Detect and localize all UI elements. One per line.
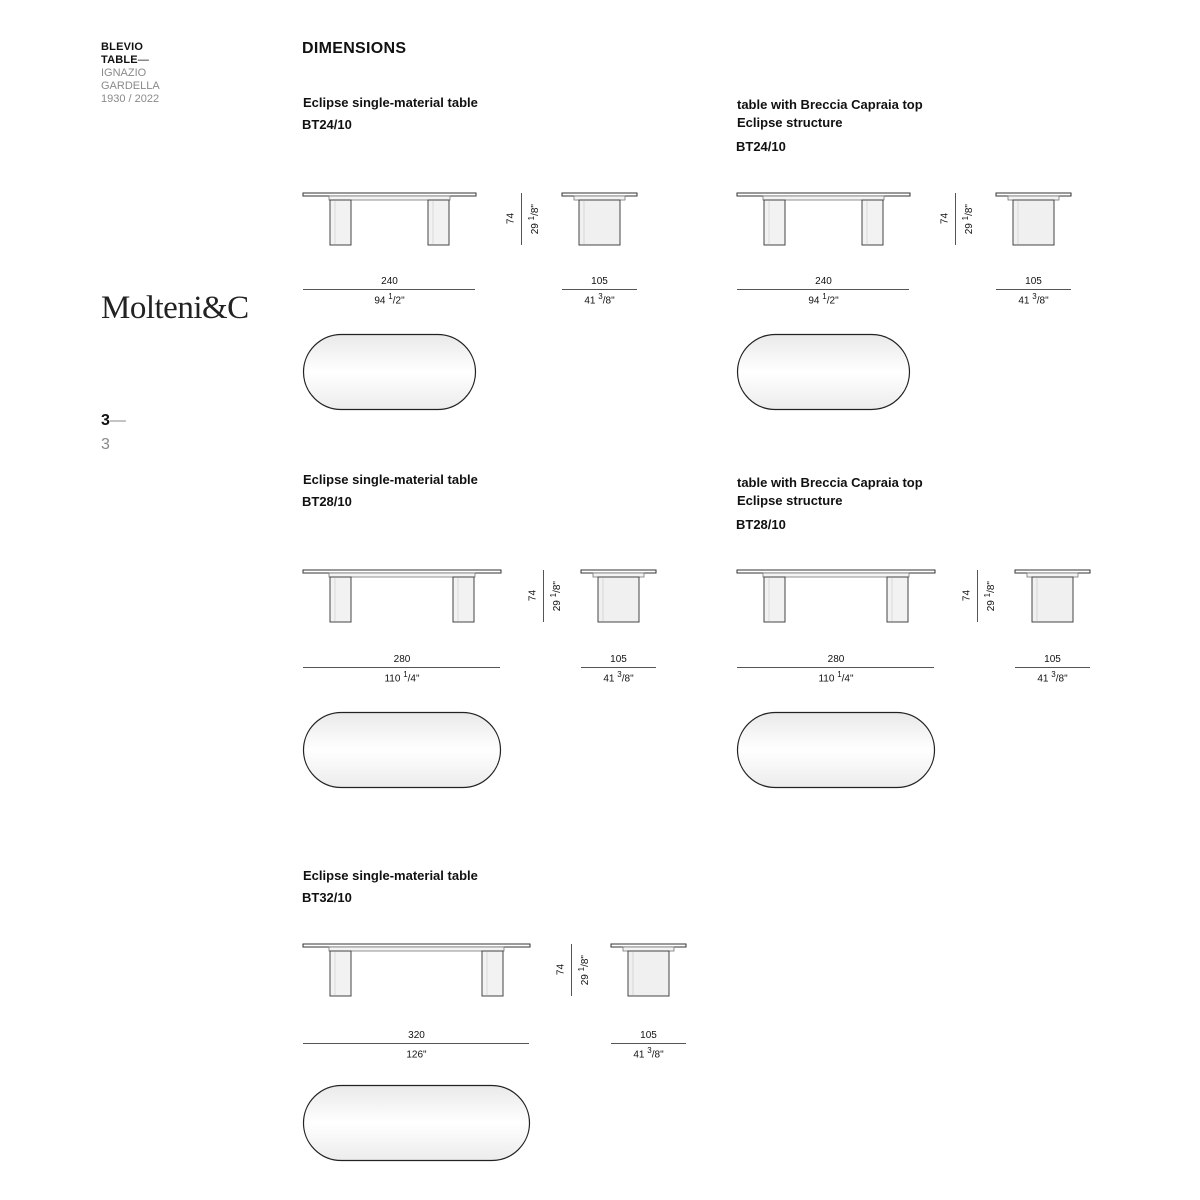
length-cm: 240 [815,276,832,287]
height-cm: 74 [961,589,973,602]
depth-inches: 41 $^3$/8" [1018,292,1049,307]
right-leg [453,577,474,622]
side-tabletop-edge [611,944,686,947]
side-tabletop-edge [1015,570,1090,573]
apron [329,573,475,577]
depth-cm: 105 [610,654,627,665]
apron [329,947,504,951]
height-dimension-line [521,193,522,245]
front-view-drawing [737,193,910,247]
left-leg [330,951,351,996]
length-cm: 280 [827,654,845,665]
height-inches: 29 $^1$/8" [982,581,998,612]
side-view-drawing [581,570,656,624]
front-view-drawing [303,193,476,247]
depth-dimension-line [611,1043,686,1044]
tabletop-edge [737,193,910,196]
side-leg [579,200,620,245]
depth-cm: 105 [1025,276,1042,287]
side-leg [598,577,639,622]
variant-code: BT24/10 [302,117,352,132]
length-cm: 240 [381,276,398,287]
left-leg [330,577,351,622]
length-inches: 94 $^1$/2" [808,292,839,307]
right-leg [862,200,883,245]
length-inches: 126" [406,1049,427,1061]
side-apron [1008,196,1059,200]
tabletop-edge [303,570,501,573]
height-inches: 29 $^1$/8" [526,204,542,235]
depth-dimension-line [996,289,1071,290]
depth-dimension-line [581,667,656,668]
tabletop-outline [304,1086,530,1161]
apron [329,196,450,200]
depth-cm: 105 [640,1030,657,1041]
side-view-drawing [996,193,1071,247]
side-apron [623,947,674,951]
depth-inches: 41 $^3$/8" [584,292,615,307]
apron [763,196,884,200]
page-number-sub: 3 [101,436,110,453]
top-view-drawing [303,712,501,788]
front-view-drawing [303,944,530,998]
tabletop-edge [303,193,476,196]
variant-subtitle: Eclipse structure [737,115,843,130]
height-cm: 74 [505,212,517,225]
top-view-drawing [737,334,910,410]
length-dimension-line [303,289,475,290]
side-tabletop-edge [581,570,656,573]
depth-cm: 105 [1044,654,1061,665]
length-dimension-line [303,667,500,668]
variant-code: BT28/10 [736,517,786,532]
top-view-drawing [303,1085,530,1161]
variant-subtitle: Eclipse structure [737,493,843,508]
height-cm: 74 [939,212,951,225]
right-leg [887,577,908,622]
length-cm: 320 [408,1030,425,1041]
height-dimension-line [543,570,544,622]
length-inches: 110 $^1$/4" [384,670,420,685]
variant-title: Eclipse single-material table [303,95,478,110]
side-apron [1027,573,1078,577]
height-inches: 29 $^1$/8" [960,204,976,235]
variant-code: BT24/10 [736,139,786,154]
depth-inches: 41 $^3$/8" [633,1046,664,1061]
height-dimension-line [977,570,978,622]
depth-inches: 41 $^3$/8" [603,670,634,685]
length-dimension-line [737,289,909,290]
top-view-drawing [303,334,476,410]
variant-title: table with Breccia Capraia top [737,97,923,112]
years: 1930 / 2022 [101,93,160,105]
variant-code: BT32/10 [302,890,352,905]
variant-title: table with Breccia Capraia top [737,475,923,490]
height-cm: 74 [555,963,567,976]
side-view-drawing [611,944,686,998]
right-leg [482,951,503,996]
variant-title: Eclipse single-material table [303,868,478,883]
height-inches: 29 $^1$/8" [576,955,592,986]
height-inches: 29 $^1$/8" [548,581,564,612]
height-dimension-line [571,944,572,996]
brand-block [101,41,160,106]
side-tabletop-edge [562,193,637,196]
variant-code: BT28/10 [302,494,352,509]
product-name-line1: BLEVIO [101,41,144,53]
right-leg [428,200,449,245]
designer-line2: GARDELLA [101,80,160,92]
length-inches: 110 $^1$/4" [818,670,854,685]
length-dimension-line [303,1043,529,1044]
side-tabletop-edge [996,193,1071,196]
height-cm: 74 [527,589,539,602]
tabletop-outline [738,713,935,788]
depth-dimension-line [562,289,637,290]
depth-inches: 41 $^3$/8" [1037,670,1068,685]
apron [763,573,909,577]
tabletop-edge [303,944,530,947]
brand-logo: Molteni&C [101,290,249,326]
side-leg [1032,577,1073,622]
tabletop-edge [737,570,935,573]
side-leg [1013,200,1054,245]
top-view-drawing [737,712,935,788]
side-apron [574,196,625,200]
length-cm: 280 [393,654,411,665]
front-view-drawing [737,570,935,624]
tabletop-outline [304,713,501,788]
designer-line1: IGNAZIO [101,67,147,79]
front-view-drawing [303,570,501,624]
tabletop-outline [304,335,476,410]
side-leg [628,951,669,996]
left-leg [764,200,785,245]
depth-cm: 105 [591,276,608,287]
left-leg [330,200,351,245]
page-number: 3— [101,412,126,429]
height-dimension-line [955,193,956,245]
left-leg [764,577,785,622]
length-inches: 94 $^1$/2" [374,292,405,307]
variant-title: Eclipse single-material table [303,472,478,487]
length-dimension-line [737,667,934,668]
product-name-line2: TABLE— [101,54,150,66]
tabletop-outline [738,335,910,410]
side-view-drawing [1015,570,1090,624]
side-apron [593,573,644,577]
page-title: DIMENSIONS [302,40,407,57]
side-view-drawing [562,193,637,247]
depth-dimension-line [1015,667,1090,668]
